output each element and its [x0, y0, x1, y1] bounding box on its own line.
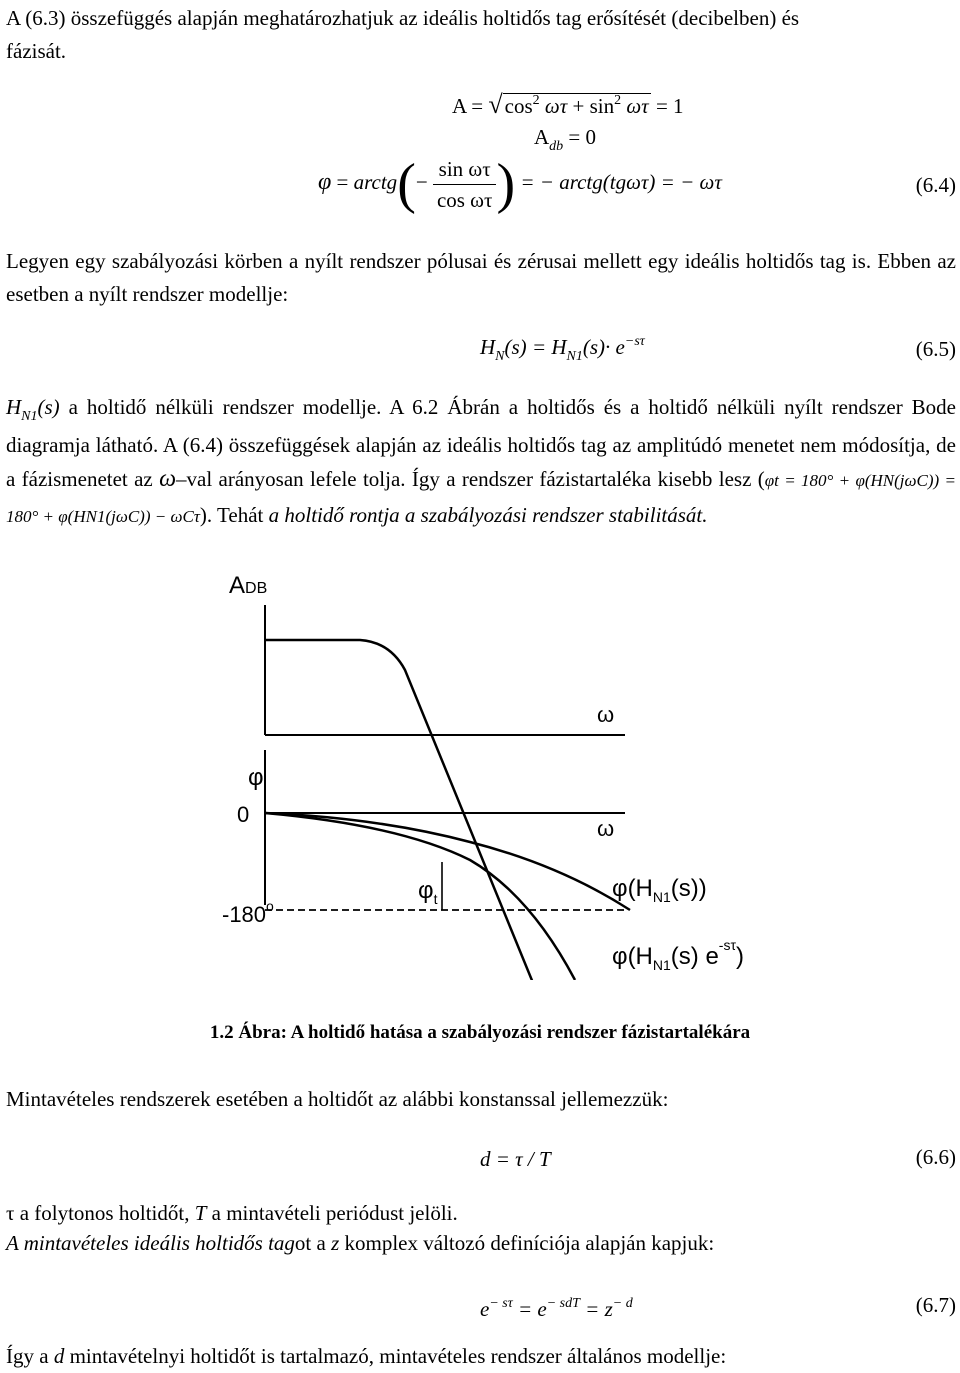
eq-z-z: z — [604, 1297, 613, 1321]
eq-phi-fraction — [433, 154, 497, 215]
eq-phi-mid: = − arctg — [520, 170, 603, 194]
eq-a-wt-1: ωτ — [544, 94, 568, 118]
eq-hn-s2: (s) — [582, 335, 606, 359]
eq-a-equals: = — [471, 94, 484, 118]
eq-phi-symbol: φ — [318, 169, 332, 195]
z-italic: A mintavételes ideális holtidős tag — [6, 1231, 295, 1255]
z-symbol: z — [331, 1231, 340, 1255]
eq-hn-sub-n1: N1 — [566, 349, 583, 364]
equation-amplitude — [452, 92, 684, 123]
eq-hn-h2: H — [551, 335, 567, 359]
equation-adb — [534, 124, 596, 154]
equation-number-6-5: (6.5) — [915, 337, 956, 361]
model-paragraph — [6, 390, 956, 534]
model-s: (s) — [37, 395, 60, 419]
eq-z-eq2: = — [585, 1297, 600, 1321]
eq-adb-a: A — [534, 125, 550, 149]
tau-paragraph — [6, 1197, 956, 1230]
eq-hn-equals: = — [531, 335, 547, 359]
eq-z-e1: e — [480, 1297, 490, 1321]
tau-text-1: a folytonos holtidőt, — [14, 1201, 195, 1225]
last-d: d — [53, 1344, 65, 1368]
last-text-2: mintavételnyi holtidőt is tartalmazó, mintavételes rendszer általános modellje: — [64, 1344, 727, 1368]
eq-adb-rhs: = 0 — [568, 125, 597, 149]
phase-curve-without-deadtime — [265, 813, 630, 910]
intro-line-2: fázisát. — [6, 39, 67, 63]
eq-a-rhs: = 1 — [655, 94, 684, 118]
eq-d-d: d — [480, 1147, 491, 1171]
eq-a-square-2: 2 — [614, 93, 622, 108]
equation-z — [480, 1296, 633, 1326]
eq-z-e2: e — [537, 1297, 547, 1321]
equation-number-6-6: (6.6) — [915, 1145, 956, 1169]
intro-line-1: A (6.3) összefüggés alapján meghatározhatjuk az ideális holtidős tag erősítését (decibelben) és — [6, 6, 800, 30]
eq-phi-rparen: ) — [496, 153, 516, 216]
amplitude-curve — [265, 640, 540, 980]
eq-a-lhs: A — [452, 94, 467, 118]
model-text-2: –val arányosan lefele tolja. Így a rendszer fázistartaléka kisebb lesz ( — [176, 467, 765, 491]
intro-paragraph — [6, 2, 956, 68]
z-text-1: ot a — [294, 1231, 332, 1255]
sampled-paragraph: Mintavételes rendszerek esetében a holtidőt az alábbi konstanssal jellemezzük: — [6, 1087, 669, 1111]
eq-hn-dot: · — [605, 335, 611, 359]
model-italic-conclusion: a holtidő rontja a szabályozási rendszer stabilitását. — [268, 503, 708, 527]
eq-a-sin: sin — [589, 94, 615, 118]
model-formula: φt = 180° + φ(HN(jωC)) = 180° + φ(HN1(jωC)) − ωCτ — [6, 471, 956, 526]
phit-label: $\varphi_t$ — [418, 877, 438, 907]
eq-phi-tgwt: (tgωτ) — [602, 170, 656, 194]
equation-number-6-7: (6.7) — [915, 1293, 956, 1317]
phi-axis-label: φ — [248, 764, 264, 791]
equation-hn — [480, 334, 645, 364]
tau-text-2: a mintavételi periódust jelöli. — [206, 1201, 458, 1225]
figure-caption: 1.2 Ábra: A holtidő hatása a szabályozási rendszer fázistartalékára — [209, 1022, 751, 1043]
curve-label-hn1: $\varphi(H_{N1}(s))$ — [612, 875, 707, 905]
omega-bottom-label: ω — [597, 816, 615, 841]
eq-hn-e: e — [615, 335, 625, 359]
eq-z-eq1: = — [517, 1297, 533, 1321]
model-h-sub: N1 — [21, 409, 38, 424]
model-text-1: a holtidő nélküli rendszer modellje. A 6.2 Ábrán a holtidős és a holtidő nélküli nyílt rendszer Bode diagramja látható. A (6.4) összefüggések alapján az ideális holtidős tag az amplitúdó menetet nem módosítja, de a fázismenetet az — [6, 395, 956, 491]
eq-z-exp1: − sτ — [489, 1296, 513, 1311]
equation-d — [480, 1146, 551, 1172]
z-paragraph — [6, 1227, 956, 1260]
model-omega: ω — [159, 466, 177, 492]
bode-diagram-figure — [0, 560, 960, 980]
eq-a-square-1: 2 — [532, 93, 540, 108]
zero-label: 0 — [237, 802, 250, 827]
eq-a-cos: cos — [504, 94, 533, 118]
eq-phi-denominator: cos ωτ — [436, 187, 493, 212]
sqrt-body — [503, 93, 651, 118]
eq-adb-sub: db — [549, 139, 564, 154]
omega-top-label: ω — [597, 702, 615, 727]
minus-180-label: -180$^o$ — [222, 898, 274, 927]
model-h: H — [6, 395, 22, 419]
curve-label-hn1-deadtime: $\varphi(H_{N1}(s)$ $e^{-s\tau}$) — [612, 937, 744, 973]
eq-phi-minus: − — [415, 170, 428, 194]
eq-hn-h: H — [480, 335, 496, 359]
sqrt-sign: √ — [488, 90, 503, 119]
equation-phase — [318, 152, 722, 215]
z-text-2: komplex változó definíciója alapján kapjuk: — [339, 1231, 715, 1255]
eq-hn-s: (s) — [504, 335, 527, 359]
eq-d-rhs: = τ / T — [495, 1147, 551, 1171]
tau-symbol: τ — [6, 1201, 15, 1225]
eq-a-plus: + — [572, 94, 585, 118]
model-text-3: ). Tehát — [199, 503, 269, 527]
eq-phi-lparen: ( — [397, 153, 416, 216]
last-text-1: Így a — [6, 1344, 54, 1368]
eq-hn-sub-n: N — [495, 349, 505, 364]
eq-phi-rhs: = − ωτ — [660, 170, 722, 194]
last-paragraph — [6, 1340, 956, 1373]
equation-number-6-4: (6.4) — [915, 173, 956, 197]
eq-z-exp3: − d — [612, 1296, 633, 1311]
eq-a-wt-2: ωτ — [626, 94, 649, 118]
eq-phi-equals: = — [336, 170, 349, 194]
adb-axis-label: ADB — [229, 572, 268, 599]
eq-phi-arctg: arctg — [353, 170, 398, 194]
eq-hn-exp: −sτ — [624, 334, 645, 349]
open-loop-paragraph: Legyen egy szabályozási körben a nyílt rendszer pólusai és zérusai mellett egy ideális holtidős tag is. Ebben az esetben a nyílt rendszer modellje: — [6, 249, 956, 306]
eq-phi-numerator: sin ωτ — [433, 154, 497, 185]
eq-z-exp2: − sdT — [546, 1296, 580, 1311]
tau-T: T — [194, 1201, 207, 1225]
